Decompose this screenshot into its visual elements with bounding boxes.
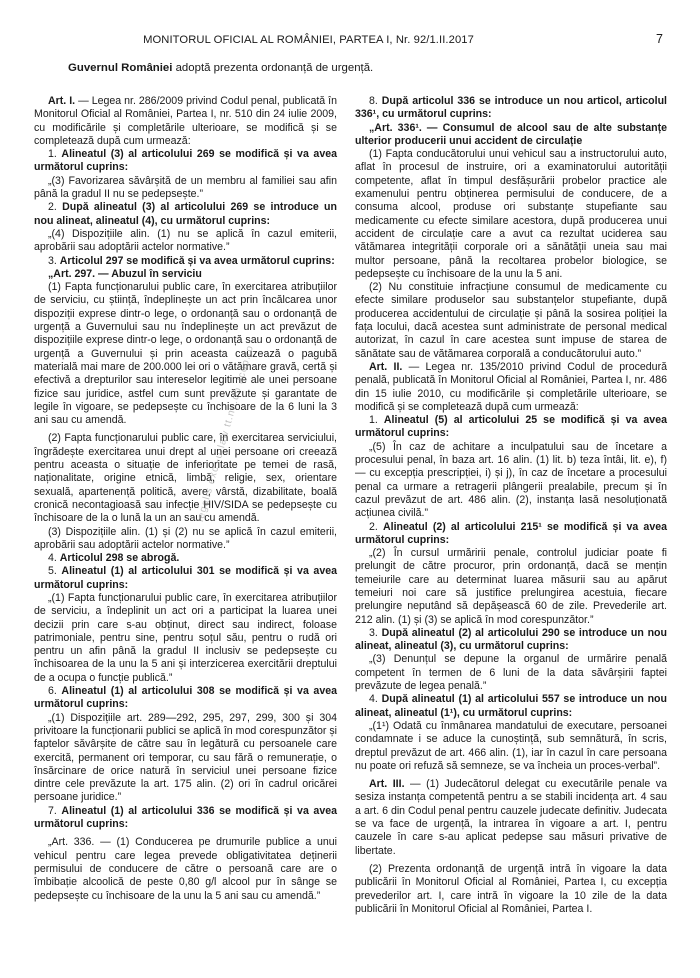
watermark-text: legalis exc.-u-law tt.nu.do Jcop.ro	[195, 343, 257, 524]
left-column	[34, 95, 337, 903]
page-number: 7	[656, 32, 663, 46]
article-paragraph: Art. II. — Legea nr. 135/2010 privind Codul de procedură penală, publicată în Monitorul Oficial al României, Partea I, nr. 486 din 15 iulie 2010, cu modificările și completările ulterioare, se modifică și se completează după cum urmează:	[355, 360, 667, 413]
page-header	[0, 34, 700, 48]
article-paragraph: Art. I. — Legea nr. 286/2009 privind Codul penal, publicată în Monitorul Oficial al României, Partea I, nr. 510 din 24 iulie 2009, cu modificările și completările ulterioare, se modifică și se completează după cum urmează:	[34, 95, 338, 147]
article-paragraph: 2. După alineatul (3) al articolului 269 se introduce un nou alineat, alineatul (4), cu următorul cuprins:	[34, 201, 338, 227]
article-paragraph: (3) Dispozițiile alin. (1) și (2) nu se aplică în cazul emiterii, aprobării sau adoptării actelor normative.”	[34, 525, 337, 551]
article-paragraph: 7. Alineatul (1) al articolului 336 se modifică și va avea următorul cuprins:	[34, 804, 337, 831]
article-paragraph: 6. Alineatul (1) al articolului 308 se modifică și va avea următorul cuprins:	[34, 685, 337, 711]
article-paragraph: „Art. 336. — (1) Conducerea pe drumurile publice a unui vehicul pentru care legea prevede obligativitatea deținerii permisului de conducere de către o persoană care are o îmbibație alcoolică de peste 0,80 g/l alcool pur în sânge se pedepsește cu închisoare de la unu la 5 ani sau cu amendă.”	[34, 836, 337, 902]
article-paragraph: 3. Articolul 297 se modifică și va avea următorul cuprins:	[48, 254, 335, 267]
article-paragraph: (1) Fapta funcționarului public care, în exercitarea atribuțiilor de serviciu, cu știință, îndeplinește un act prin încălcarea unor dispoziții exprese dintr-o lege, o ordonanță sau o ordonanță de urgență a Guvernului sau nu îndeplinește un act prevăzut de dispozițiile exprese dintr-o lege, o ordonanță sau o ordonanță de urgență a Guvernului și prin aceasta cauzează o pagubă materială mai mare de 200.000 lei ori o vătămare gravă, certă și efectivă a drepturilor sau intereselor legitime ale unei persoane fizice sau juridice, astfel cum sunt prevăzute și garantate de legile în vigoare, se pedepsește cu închisoare de la 6 luni la 3 ani sau cu amendă.	[34, 281, 337, 427]
article-paragraph: 4. Articolul 298 se abrogă.	[48, 552, 180, 565]
article-heading: „Art. 297. — Abuzul în serviciu	[48, 267, 202, 280]
article-paragraph: 2. Alineatul (2) al articolului 215¹ se modifică și va avea următorul cuprins:	[355, 520, 667, 546]
article-paragraph: „(3) Favorizarea săvârșită de un membru al familiei sau afin până la gradul II nu se pedepsește.”	[34, 174, 337, 201]
article-paragraph: „(1) Fapta funcționarului public care, în exercitarea atribuțiilor de serviciu, a îndeplinit un act ori a participat la luarea unei decizii prin care s-au obținut, direct sau indirect, foloase patrimoniale, pentru sine, pentru soțul său, pentru o rudă ori pentru un afin până la gradul II inclusiv se pedepsește cu închisoarea de la unu la 5 ani și interzicerea exercitării dreptului de a ocupa o funcție publică.”	[34, 591, 337, 684]
right-column	[355, 95, 667, 916]
government-name: Guvernul României	[68, 62, 173, 74]
article-heading: „Art. 336¹. — Consumul de alcool sau de alte substanțe ulterior producerii unui accident de circulație	[355, 121, 667, 147]
article-paragraph: 1. Alineatul (5) al articolului 25 se modifică și va avea următorul cuprins:	[355, 414, 667, 440]
adoption-text: adoptă prezenta ordonanță de urgență.	[172, 62, 374, 74]
article-paragraph: (2) Fapta funcționarului public care, în exercitarea serviciului, îngrădește exercitarea unui drept al unei persoane ori creează pentru aceasta o situație de inferioritate pe temei de rasă, naționalitate, origine etnică, limbă, religie, sex, orientare sexuală, apartenență politică, avere, vârstă, dizabilitate, boală cronică necontagioasă sau infecție HIV/SIDA se pedepsește cu închisoare de la o lună la un an sau cu amendă.	[34, 432, 337, 525]
article-paragraph: 4. După alineatul (1) al articolului 557 se introduce un nou alineat, alineatul (1¹), cu următorul cuprins:	[355, 693, 667, 719]
article-paragraph: 8. După articolul 336 se introduce un nou articol, articolul 336¹, cu următorul cuprins:	[355, 95, 667, 121]
article-paragraph: 5. Alineatul (1) al articolului 301 se modifică și va avea următorul cuprins:	[34, 565, 337, 591]
gazette-title: MONITORUL OFICIAL AL ROMÂNIEI, PARTEA I, Nr. 92/1.II.2017	[143, 34, 474, 46]
article-paragraph: 3. După alineatul (2) al articolului 290 se introduce un nou alineat, alineatul (3), cu următorul cuprins:	[355, 626, 667, 653]
article-paragraph: „(4) Dispozițiile alin. (1) nu se aplică în cazul emiterii, aprobării sau adoptării actelor normative.”	[34, 227, 337, 254]
article-paragraph: „(5) În caz de achitare a inculpatului sau de încetare a procesului penal, în baza art. 16 alin. (1) lit. b) teza întâi, lit. e), f) — cu excepția prescripției, i) și j), în caz de încetare a procesului penal ca urmare a retragerii plângerii prealabile, precum și în cazul prevăzut de art. 486 alin. (2), instanța lasă nesoluționată acțiunea civilă.”	[355, 440, 667, 520]
article-paragraph: (1) Fapta conducătorului unui vehicul sau a instructorului auto, aflat în procesul de instruire, ori a examinatorului autorității competente, aflat în timpul desfășurării probelor practice ale examenului pentru obținerea permisului de conducere, de a consuma alcool, produse ori substanțe stupefiante sau medicamente cu efecte similare acestora, după producerea unui accident de circulație care a avut ca rezultat uciderea sau vătămarea integrității corporale ori a sănătății uneia sau mai multor persoane, până la recoltarea probelor biologice, se pedepsește cu închisoare de la unu la 5 ani.	[355, 148, 667, 280]
government-adoption-line	[68, 62, 628, 74]
article-paragraph: Art. III. — (1) Judecătorul delegat cu executările penale va sesiza instanța competentă pentru a se stabili incidența art. 4 sau a art. 6 din Codul penal pentru cauzele judecate definitiv. Judecata se va face de urgență, la intrarea în vigoare a art. I, pentru cauzele în care s-au aplicat pedepse sau măsuri privative de libertate.	[355, 778, 667, 857]
article-paragraph: (2) Nu constituie infracțiune consumul de medicamente cu efecte similare produselor sau substanțelor stupefiante, după producerea accidentului de circulație și până la sosirea poliției la fața locului, dacă acestea sunt administrate de personal medical autorizat, în cazul în care acestea sunt impuse de starea de sănătate sau de vătămarea corporală a conducătorului auto.”	[355, 281, 667, 360]
article-paragraph: „(1¹) Odată cu înmânarea mandatului de executare, persoanei condamnate i se aduce la cunoștință, sub semnătură, în scris, dreptul prevăzut de art. 466 alin. (1), iar în cazul în care persoana nu poate ori refuză să semneze, se va încheia un proces-verbal”.	[355, 719, 667, 772]
article-paragraph: „(2) În cursul urmăririi penale, controlul judiciar poate fi prelungit de către procuror, prin ordonanță, dacă se mențin temeiurile care au determinat luarea măsurii sau au apărut temeiuri noi care să justifice prelungirea acestuia, fiecare prelungire neputând să depășească 60 de zile. Prevederile art. 212 alin. (1) și (3) se aplică în mod corespunzător.”	[355, 547, 667, 626]
article-paragraph: „(1) Dispozițiile art. 289—292, 295, 297, 299, 300 și 304 privitoare la funcționarii publici se aplică în mod corespunzător și faptelor săvârșite de către sau în legătură cu persoanele care exercită, permanent ori temporar, cu sau fără o remunerație, o însărcinare de orice natură în serviciul unei persoane fizice dintre cele prevăzute la art. 175 alin. (2) ori în cadrul oricărei persoane juridice.”	[34, 711, 337, 804]
article-paragraph: 1. Alineatul (3) al articolului 269 se modifică și va avea următorul cuprins:	[34, 148, 337, 174]
article-paragraph: (2) Prezenta ordonanță de urgență intră în vigoare la data publicării în Monitorul Oficial al României, Partea I, cu excepția prevederilor art. I, care intră în vigoare la 10 zile de la data publicării în Monitorul Oficial al României, Partea I.	[355, 862, 667, 915]
article-paragraph: „(3) Denunțul se depune la organul de urmărire penală competent în termen de 6 luni de la data săvârșirii faptei prevăzute de legea penală.”	[355, 653, 667, 693]
